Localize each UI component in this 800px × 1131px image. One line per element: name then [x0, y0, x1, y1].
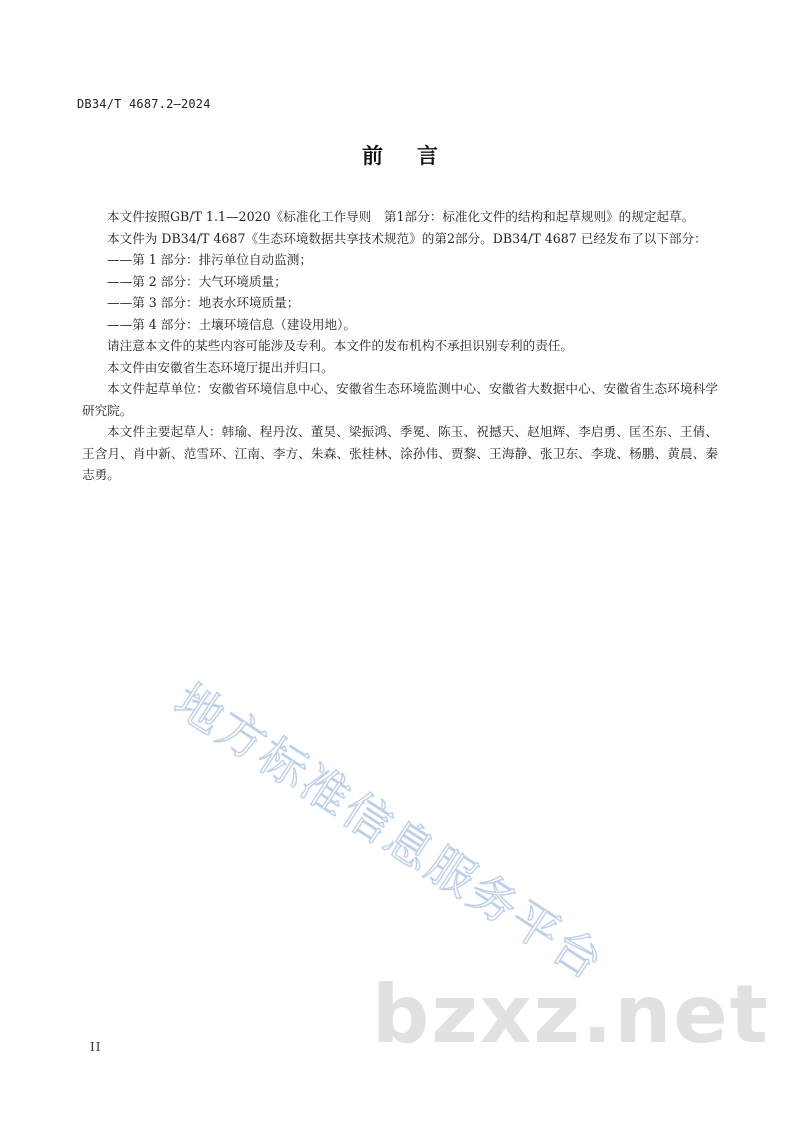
paragraph-series-intro: 本文件为 DB34/T 4687《生态环境数据共享技术规范》的第2部分。DB34/T 4687 已经发布了以下部分：: [107, 230, 707, 246]
watermark-url-text: bzxz.net: [372, 968, 770, 1061]
list-item-part-4: ——第 4 部分：土壤环境信息（建设用地）。: [107, 316, 357, 332]
page-title: 前言: [362, 144, 472, 168]
paragraph-drafting-rules: 本文件按照GB/T 1.1—2020《标准化工作导则 第1部分：标准化文件的结构和起草规则》的规定起草。: [107, 209, 695, 224]
paragraph-drafters: 本文件主要起草人：韩瑜、程丹汝、董昊、梁振鸿、季冕、陈玉、祝撼天、赵旭辉、李启勇、匡丕东、王倩、王含月、肖中新、范雪环、江南、李方、朱森、张桂林、涂孙伟、贾黎、王海静、张卫东、李珑、杨鹏、黄晨、秦志勇。: [82, 424, 718, 482]
list-item-part-2: ——第 2 部分：大气环境质量；: [107, 273, 287, 289]
list-item-part-3: ——第 3 部分：地表水环境质量；: [107, 295, 300, 310]
document-code: DB34/T 4687.2—2024: [77, 97, 211, 111]
paragraph-patent-notice: 请注意本文件的某些内容可能涉及专利。本文件的发布机构不承担识别专利的责任。: [107, 338, 573, 353]
page-number: II: [90, 1040, 102, 1054]
list-item-part-1: ——第 1 部分：排污单位自动监测；: [107, 252, 312, 267]
foreword-body: [82, 206, 718, 486]
watermark-platform-text: 地方标准信息服务平台: [164, 673, 614, 992]
paragraph-proposer: 本文件由安徽省生态环境厅提出并归口。: [107, 359, 334, 375]
paragraph-drafting-units: 本文件起草单位：安徽省环境信息中心、安徽省生态环境监测中心、安徽省大数据中心、安徽省生态环境科学研究院。: [82, 381, 718, 418]
